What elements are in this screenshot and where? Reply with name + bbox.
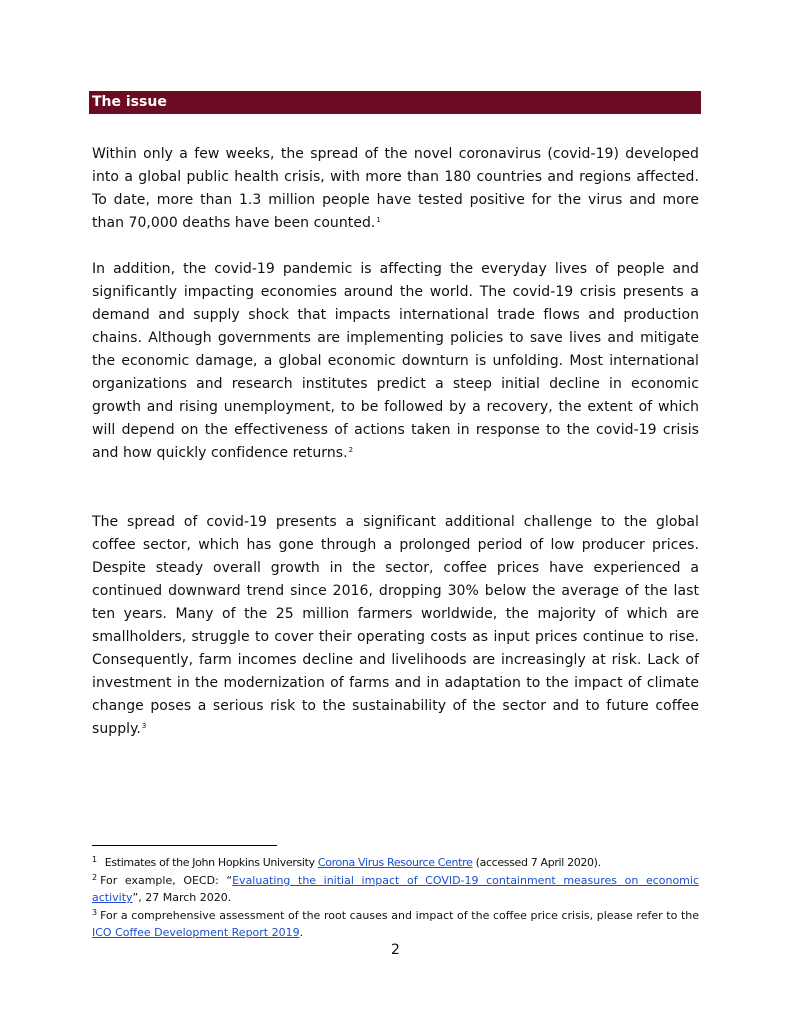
footnote-link[interactable]: Evaluating the initial impact of COVID-19 containment measures on economic activity (92, 873, 700, 904)
footnote-link[interactable]: Corona Virus Resource Centre (317, 856, 473, 869)
footnote-text: For example, OECD: “ (100, 873, 233, 887)
footnote-text: (accessed 7 April 2020). (472, 856, 601, 869)
footnote-number: 2 (92, 872, 98, 882)
footnote (92, 872, 699, 907)
footnote-text: Estimates of the John Hopkins University (104, 856, 318, 869)
footnote-reference[interactable]: 1 (376, 216, 381, 224)
footnote-text: For a comprehensive assessment of the root causes and impact of the coffee price crisis, please refer to the (100, 908, 699, 922)
footnote-text: ”, 27 March 2020. (132, 891, 232, 904)
footnote-text: . (299, 926, 304, 939)
body-paragraph (92, 511, 699, 741)
footnote-number: 1 (92, 855, 97, 864)
footnote (92, 907, 699, 942)
footnote-separator (92, 845, 277, 846)
footnote-number: 3 (92, 907, 98, 917)
footnote (92, 854, 699, 872)
footnote-reference[interactable]: 3 (141, 722, 147, 730)
body-paragraph (92, 143, 699, 235)
paragraph-text: The spread of covid-19 presents a significant additional challenge to the global coffee sector, which has gone through a prolonged period of low producer prices. Despite steady overall growth in the sector, coffee prices have experienced a continued downward trend since 2016, dropping 30% below the average of the last ten years. Many of the 25 million farmers worldwide, the majority of which are smallholders, struggle to cover their operating costs as input prices continue to rise. Consequently, farm incomes decline and livelihoods are increasingly at risk. Lack of investment in the modernization of farms and in adaptation to the impact of climate change poses a serious risk to the sustainability of the sector and to future coffee supply. (92, 514, 699, 737)
footnote-link[interactable]: ICO Coffee Development Report 2019 (92, 926, 300, 939)
footnote-reference[interactable]: 2 (348, 446, 354, 454)
page-number: 2 (391, 942, 400, 958)
section-title-bar (89, 91, 701, 114)
paragraph-text: In addition, the covid-19 pandemic is affecting the everyday lives of people and significantly impacting economies around the world. The covid-19 crisis presents a demand and supply shock that impacts international trade flows and production chains. Although governments are implementing policies to save lives and mitigate the economic damage, a global economic downturn is unfolding. Most international organizations and research institutes predict a steep initial decline in economic growth and rising unemployment, to be followed by a recovery, the extent of which will depend on the effectiveness of actions taken in response to the covid-19 crisis and how quickly confidence returns. (92, 261, 699, 461)
footnotes (92, 854, 699, 942)
body-paragraph (92, 258, 699, 465)
paragraph-text: Within only a few weeks, the spread of the novel coronavirus (covid-19) developed into a global public health crisis, with more than 180 countries and regions affected. To date, more than 1.3 million people have tested positive for the virus and more than 70,000 deaths have been counted. (92, 146, 699, 231)
section-title: The issue (92, 94, 167, 110)
